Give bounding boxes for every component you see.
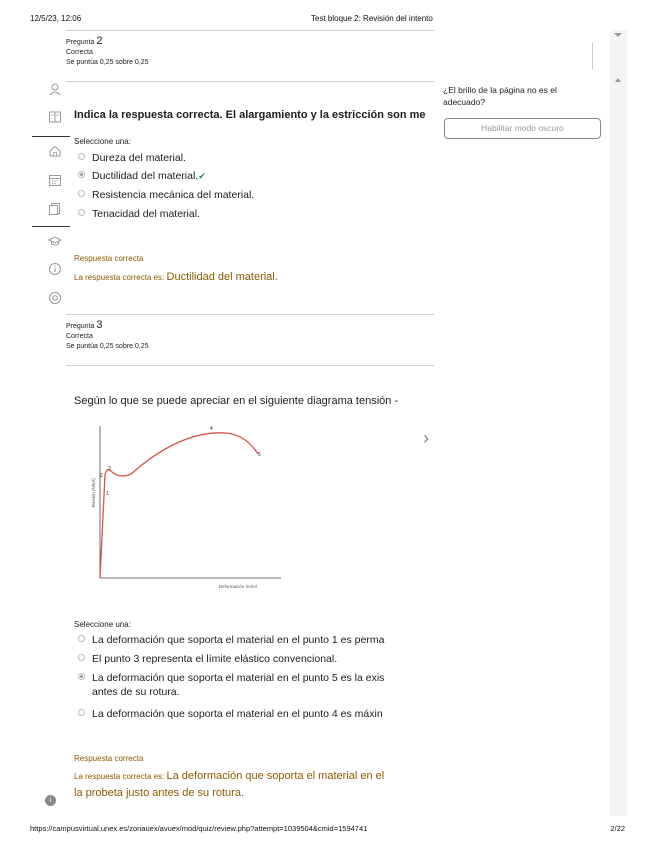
radio-button[interactable] [78, 673, 85, 680]
quiz-content [66, 30, 434, 816]
print-url: https://campusvirtual.unex.es/zonauex/avuex/mod/quiz/review.php?attempt=1039504&cmid=1594741 [30, 824, 368, 833]
book-icon[interactable] [48, 110, 62, 124]
radio-button[interactable] [78, 209, 85, 216]
answer-option[interactable]: Ductilidad del material.✔ [78, 170, 206, 182]
print-datetime: 12/5/23, 12:06 [30, 14, 82, 23]
feedback-text: La respuesta correcta es: Ductilidad del material. [74, 271, 278, 283]
info-icon[interactable] [48, 262, 62, 276]
answer-option[interactable]: La deformación que soporta el material en el punto 1 es perma [78, 634, 384, 646]
answer-option[interactable]: Resistencia mecánica del material. [78, 189, 254, 201]
files-icon[interactable] [48, 202, 62, 216]
point-label: 3 [108, 466, 111, 472]
scrollbar[interactable] [610, 30, 627, 816]
feedback-text-continuation: la probeta justo antes de su rotura. [74, 787, 244, 799]
answer-option[interactable]: La deformación que soporta el material en el punto 5 es la exis antes de su rotura. [78, 672, 384, 698]
radio-button[interactable] [78, 190, 85, 197]
print-header [30, 14, 625, 26]
radio-button[interactable] [78, 171, 85, 178]
select-label: Seleccione una: [74, 137, 131, 146]
point-label: 5 [258, 452, 261, 458]
stress-strain-curve [100, 433, 258, 578]
enable-dark-mode-button[interactable]: Habilitar modo oscuro [444, 118, 601, 139]
stress-strain-diagram [86, 418, 286, 588]
answer-continuation: antes de su rotura. [92, 686, 180, 698]
question-text: Indica la respuesta correcta. El alargamiento y la estricción son me [74, 109, 426, 121]
question-state: Correcta [66, 333, 93, 340]
x-axis-label: Deformación (m/m) [218, 584, 258, 588]
point-label: 1 [106, 491, 109, 497]
answer-option[interactable]: Tenacidad del material. [78, 208, 200, 220]
graduation-cap-icon[interactable] [48, 234, 62, 248]
feedback-text: La respuesta correcta es: La deformación que soporta el material en el [74, 770, 385, 782]
radio-button[interactable] [78, 153, 85, 160]
feedback-title: Respuesta correcta [74, 754, 144, 763]
select-label: Seleccione una: [74, 620, 131, 629]
feedback-title: Respuesta correcta [74, 254, 144, 263]
question-grade: Se puntúa 0,25 sobre 0,25 [66, 343, 149, 350]
question-info [66, 314, 434, 366]
question-number: Pregunta 2 [66, 35, 103, 47]
radio-button[interactable] [78, 709, 85, 716]
user-badge-icon[interactable] [48, 82, 62, 96]
question-state: Correcta [66, 49, 93, 56]
rail-separator [32, 226, 70, 227]
answer-option[interactable]: La deformación que soporta el material en el punto 4 es máxin [78, 708, 383, 720]
answer-option[interactable]: Dureza del material. [78, 152, 186, 164]
calendar-icon[interactable] [48, 173, 62, 187]
print-title: Test bloque 2: Revisión del intento [311, 14, 433, 23]
answer-option[interactable]: El punto 3 representa el límite elástico convencional. [78, 653, 337, 665]
check-icon: ✔ [198, 171, 206, 181]
question-text: Según lo que se puede apreciar en el siguiente diagrama tensión - [74, 395, 399, 407]
chevron-right-icon[interactable]: › [423, 428, 429, 448]
scroll-down-icon[interactable] [614, 33, 622, 37]
question-info [66, 30, 434, 82]
point-label: 2 [100, 473, 103, 479]
scroll-up-icon[interactable] [615, 78, 621, 82]
radio-button[interactable] [78, 654, 85, 661]
rail-separator [32, 136, 70, 137]
home-icon[interactable] [48, 144, 62, 158]
print-page-number: 2/22 [610, 824, 625, 833]
dark-mode-question: ¿El brillo de la página no es el adecuado? [443, 85, 557, 107]
radio-button[interactable] [78, 635, 85, 642]
y-axis-label: Tensión (N/m²) [91, 478, 96, 508]
help-icon[interactable]: i [45, 795, 56, 806]
panel-divider [592, 42, 593, 70]
question-number: Pregunta 3 [66, 319, 103, 331]
question-grade: Se puntúa 0,25 sobre 0,25 [66, 59, 149, 66]
point-label: 4 [210, 426, 213, 432]
lifebuoy-icon[interactable] [48, 291, 62, 305]
